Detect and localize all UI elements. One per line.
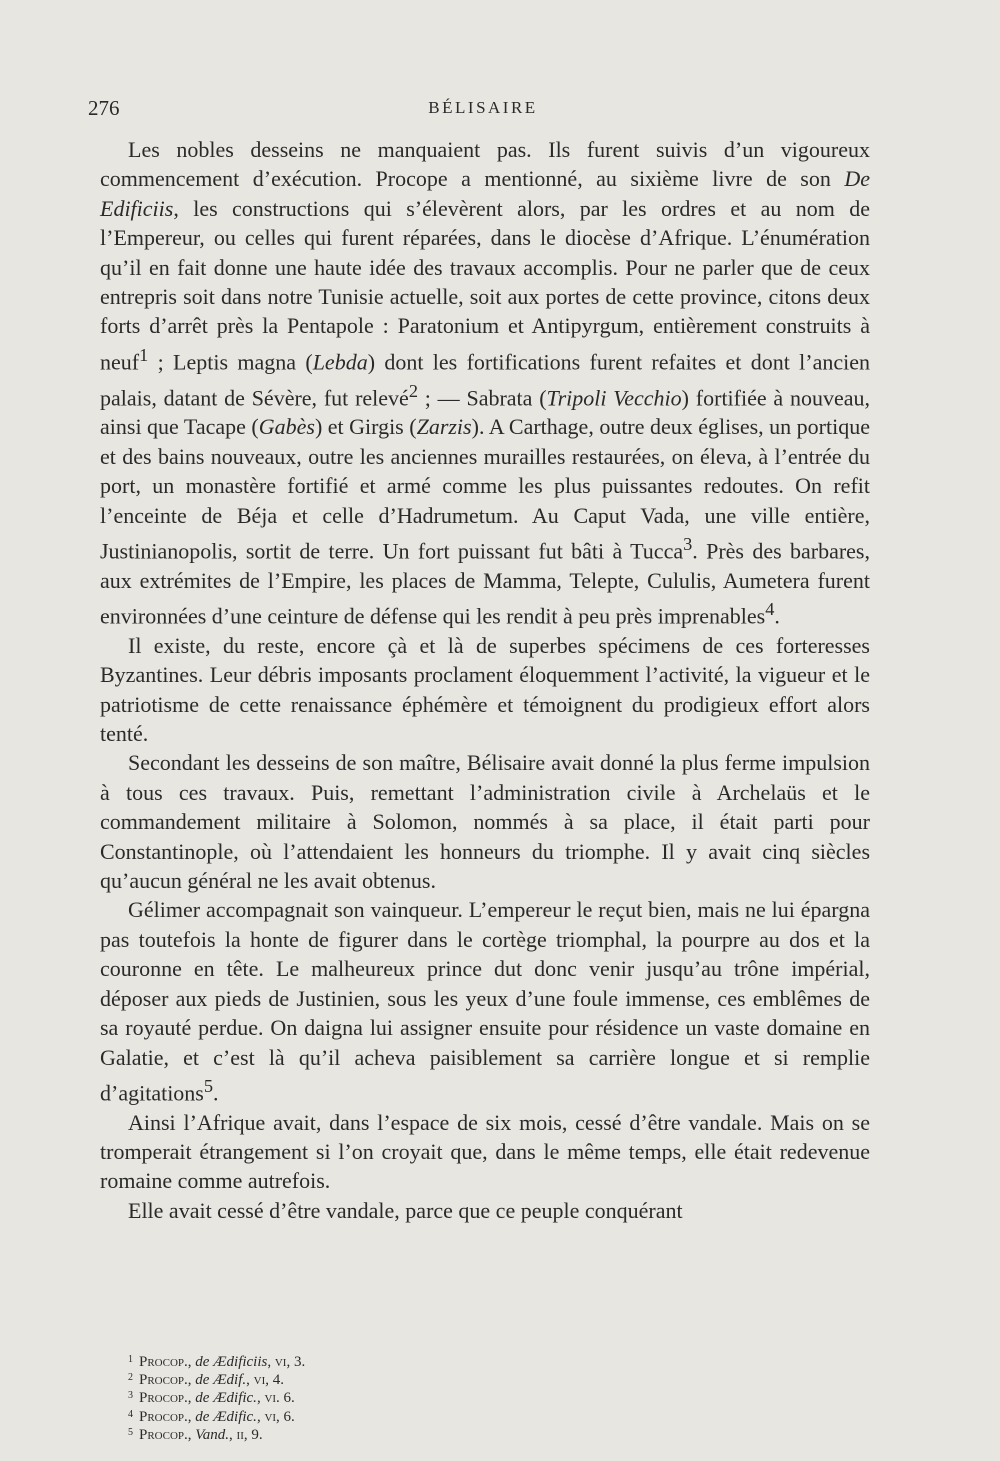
footnote-ref-2: 2 <box>408 380 418 401</box>
footnote-ref-4: 4 <box>765 599 775 620</box>
paragraph-6: Elle avait cessé d’être vandale, parce que ce peuple conquérant <box>128 1197 683 1223</box>
footnote-ref-5: 5 <box>203 1075 214 1096</box>
work-title: De Edificiis <box>100 166 870 221</box>
paragraph-4: Gélimer accompagnait son vainqueur. L’empereur le reçut bien, mais ne lui épargna pas toutefois la honte de figurer dans le cortège triomphal, la pourpre au dos et la couronne en tête. Le malheureux prince dut donc venir jusqu’au trône impérial, déposer aux pieds de Justinien, sous les yeux d’une foule immense, ces emblêmes de sa royauté perdue. On daigna lui assigner ensuite pour résidence un vaste domaine en Galatie, et c’est là qu’il acheva paisiblement sa carrière longue et si remplie d’agitations$^5$. <box>100 897 870 1106</box>
footnote-ref-1: 1 <box>139 344 149 365</box>
paragraph-1: Les nobles desseins ne manquaient pas. Ils furent suivis d’un vigoureux commencement d’exécution. Procope a mentionné, au sixième livre de son De Edificiis, les constructions qui s’élevèrent alors, par les ordres et au nom de l’Empereur, ou celles qui furent réparées, dans le diocèse d’Afrique. L’énumération qu’il en fait donne une haute idée des travaux accomplis. Pour ne parler que de ceux entrepris soit dans notre Tunisie actuelle, soit aux portes de cette province, citons deux forts d’arrêt près la Pentapole : Paratonium et Antipyrgum, entièrement construits à neuf$^1$ ; Leptis magna (Lebda) dont les fortifications furent refaites et dont l’ancien palais, datant de Sévère, fut relevé$^2$ ; — Sabrata (Tripoli Vecchio) fortifiée à nouveau, ainsi que Tacape (Gabès) et Girgis (Zarzis). A Carthage, outre deux églises, un portique et des bains nouveaux, outre les anciennes murailles restaurées, on éleva, à l’entrée du port, un monastère fortifié et armé comme les plus puissantes redoutes. On refit l’enceinte de Béja et celle d’Hadrumetum. Au Caput Vada, une ville entière, Justinianopolis, sortit de terre. Un fort puissant fut bâti à Tucca$^3$. Près des barbares, aux extrémites de l’Empire, les places de Mamma, Telepte, Cululis, Aumetera furent environnées d’une ceinture de défense qui les rendit à peu près imprenables$^4$. <box>100 137 871 629</box>
place-name: Lebda <box>312 349 368 375</box>
footnotes <box>128 1352 528 1443</box>
running-head: BÉLISAIRE <box>428 98 538 117</box>
page-number: 276 <box>88 96 120 120</box>
paragraph-5: Ainsi l’Afrique avait, dans l’espace de six mois, cessé d’être vandale. Mais on se tromperait étrangement si l’on croyait que, dans le même temps, elle était redevenue romaine comme autrefois. <box>100 1109 870 1194</box>
paragraph-2: Il existe, du reste, encore çà et là de superbes spécimens de ces forteresses Byzantines. Leur débris imposants proclament éloquemment l’activité, la vigueur et le patriotisme de cette renaissance éphémère et témoignent du prodigieux effort alors tenté. <box>100 632 870 747</box>
footnote: $^3$ Procop., de Ædific., vi. 6. <box>128 1390 295 1407</box>
footnote-ref-3: 3 <box>683 533 693 554</box>
footnote: $^5$ Procop., Vand., ii, 9. <box>128 1426 263 1443</box>
page-header <box>88 96 878 126</box>
place-name: Tripoli Vecchio <box>546 384 682 410</box>
footnote: $^4$ Procop., de Ædific., vi, 6. <box>128 1408 295 1425</box>
footnote: $^2$ Procop., de Ædif., vi, 4. <box>128 1372 284 1389</box>
place-name: Gabès <box>258 414 315 440</box>
paragraph-3: Secondant les desseins de son maître, Bélisaire avait donné la plus ferme impulsion à tous ces travaux. Puis, remettant l’administration civile à Archelaüs et le commandement militaire à Solomon, nommés à sa place, il était parti pour Constantinople, où l’attendaient les honneurs du triomphe. Il y avait cinq siècles qu’aucun général ne les avait obtenus. <box>100 750 870 894</box>
place-name: Zarzis <box>416 414 472 440</box>
body-text <box>100 135 870 1225</box>
footnote: $^1$ Procop., de Ædificiis, vi, 3. <box>128 1354 306 1370</box>
